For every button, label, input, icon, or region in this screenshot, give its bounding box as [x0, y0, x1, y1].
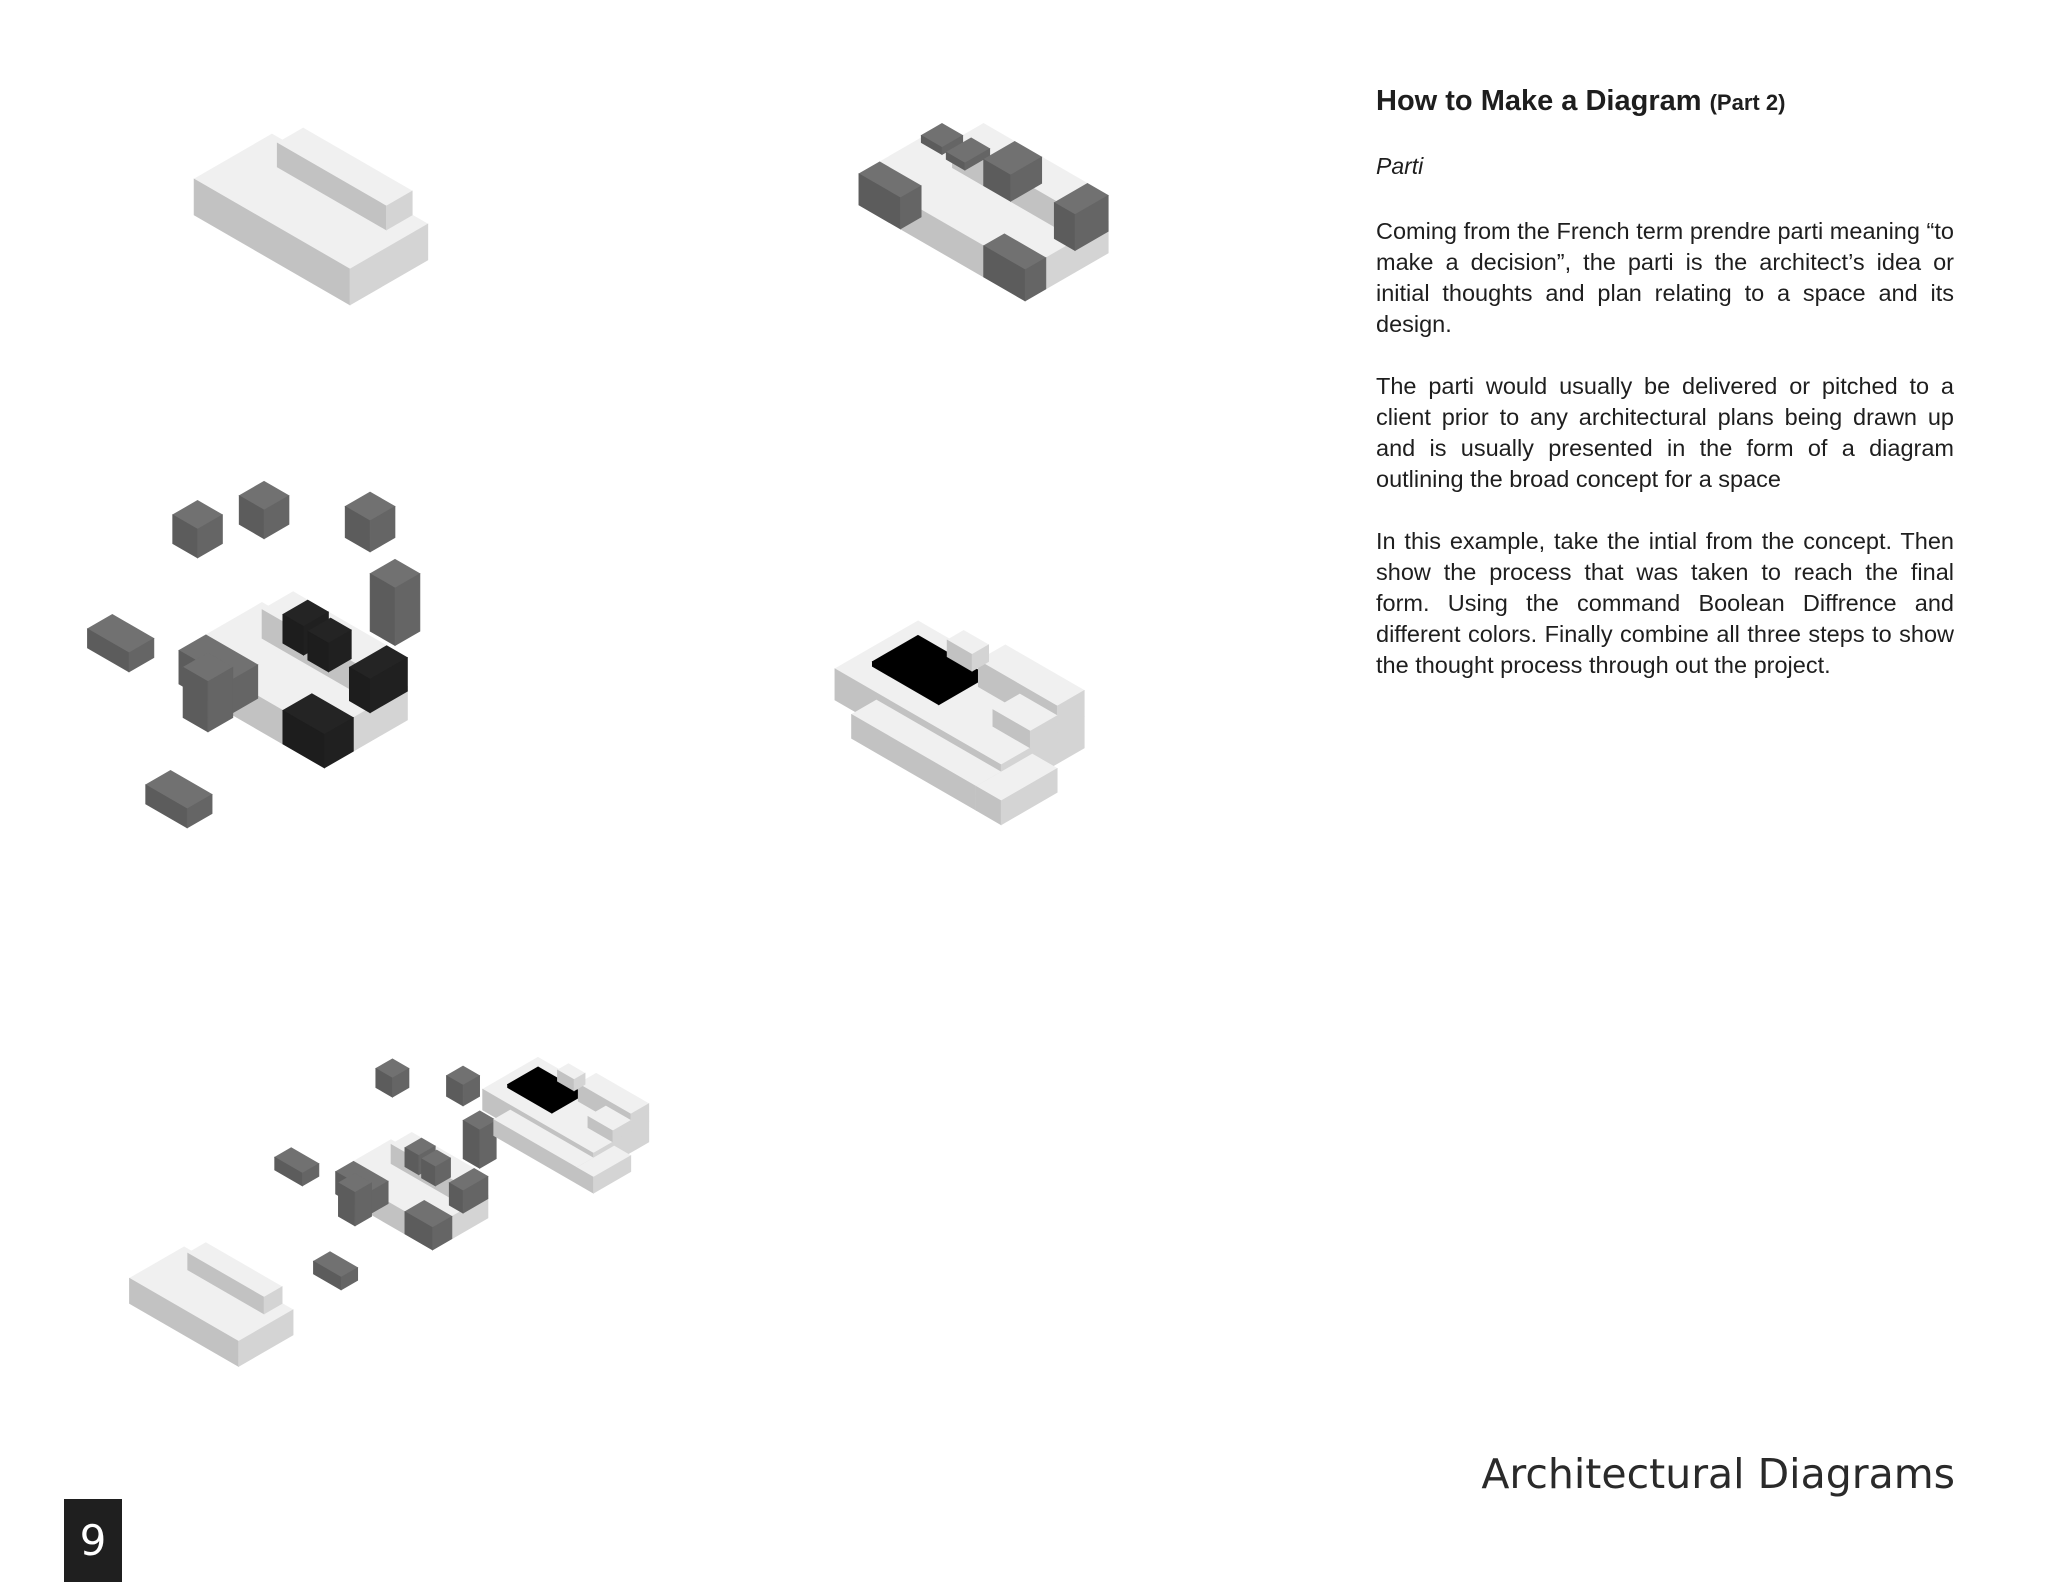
floating-cube: [376, 1059, 409, 1097]
floating-slab: [313, 1252, 357, 1290]
floating-cube: [345, 492, 395, 552]
floating-slab: [146, 770, 213, 828]
page-number-tab: [64, 1499, 122, 1582]
floating-slab: [275, 1148, 319, 1186]
floating-slab: [87, 614, 154, 672]
combined-steps-diagram: [129, 1057, 648, 1366]
paragraph-presentation: The parti would usually be delivered or pitched to a client prior to any architectural plans being drawn up and is usually presented in the form of a diagram outlining the broad concept for a space: [1376, 373, 1954, 493]
floating-cube: [446, 1066, 479, 1106]
page-heading: [1376, 84, 1954, 119]
initial-massing-diagram: [194, 128, 428, 305]
boolean-difference-diagram: [859, 123, 1108, 301]
section-subheading: Parti: [1376, 152, 1424, 179]
floating-tower: [463, 1111, 496, 1169]
heading-main: How to Make a Diagram: [1376, 85, 1702, 117]
text-column: [1376, 84, 1954, 681]
document-title: Architectural Diagrams: [1481, 1450, 1955, 1498]
paragraph-definition: Coming from the French term prendre parti meaning “to make a decision”, the parti is the architect’s idea or initial thoughts and plan relating to a space and its design.: [1376, 218, 1954, 338]
floating-tower: [183, 653, 233, 732]
paragraph-example: In this example, take the intial from the concept. Then show the process that was taken to reach the final form. Using the command Boolean Diffrence and different colors. Finally combine all three steps to show the thought process through out the project.: [1376, 528, 1954, 679]
final-form-diagram: [835, 621, 1084, 825]
floating-cube: [239, 481, 289, 539]
floating-cube: [173, 500, 223, 558]
floating-tower: [338, 1173, 371, 1226]
heading-part-label: (Part 2): [1709, 90, 1786, 115]
page-number: 9: [79, 1516, 107, 1565]
exploded-subtraction-diagram: [87, 481, 420, 828]
floating-tower: [370, 559, 420, 645]
